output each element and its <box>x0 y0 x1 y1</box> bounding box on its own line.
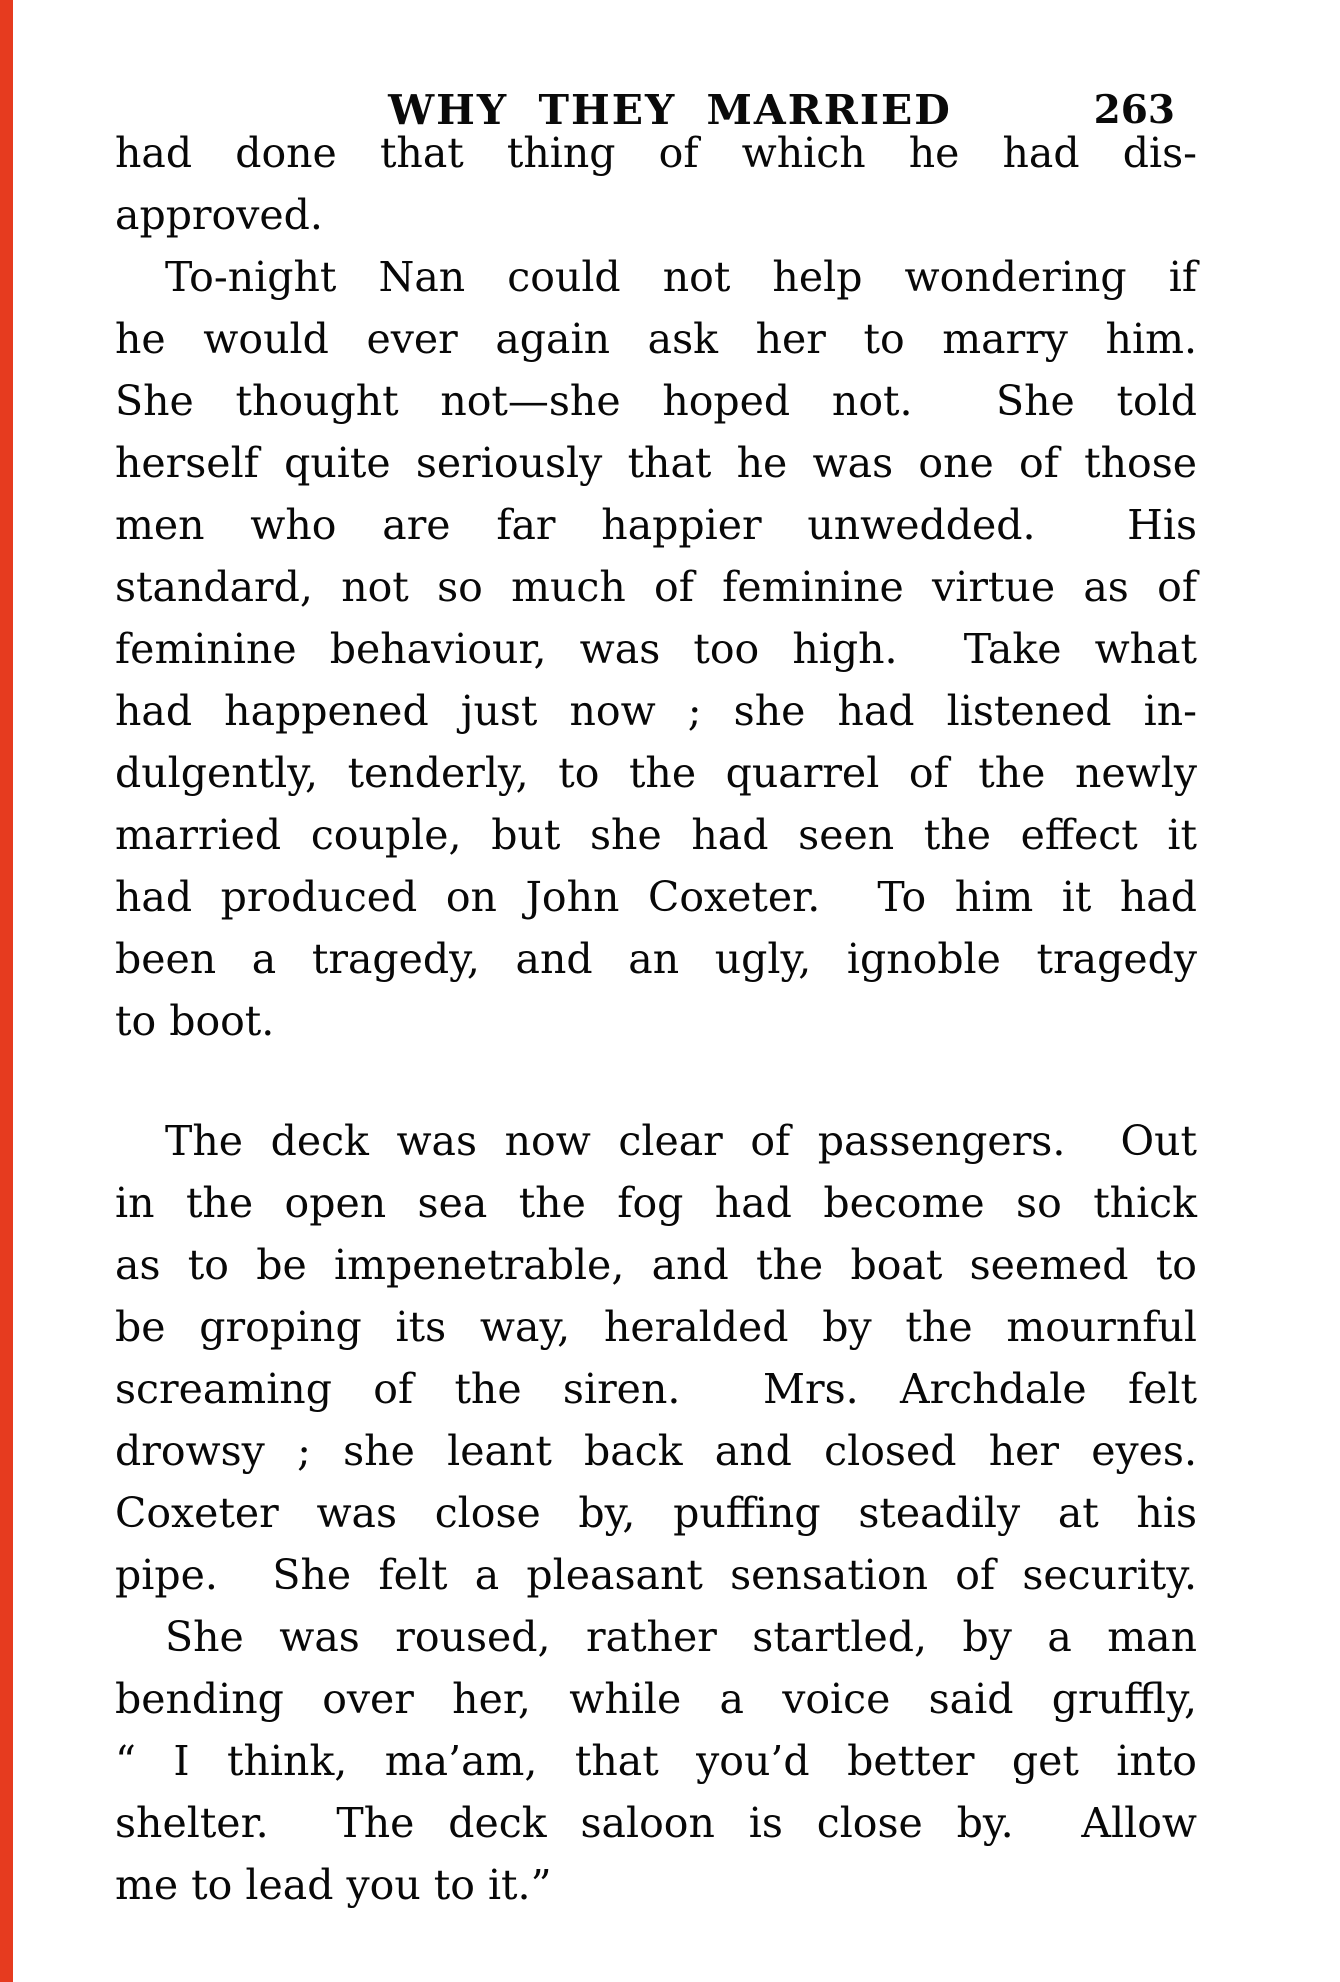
paragraph <box>115 1110 1197 1606</box>
running-header-title: WHY THEY MARRIED <box>388 86 952 134</box>
text-line: pipe. She felt a pleasant sensation of security. <box>115 1551 1197 1599</box>
text-line: She thought not—she hoped not. She told <box>115 377 1197 425</box>
paragraph <box>115 122 1197 246</box>
text-body <box>115 122 1197 1916</box>
page-number: 263 <box>1093 87 1175 133</box>
text-line: had produced on John Coxeter. To him it had <box>115 873 1197 921</box>
text-line: To-night Nan could not help wondering if <box>165 253 1197 301</box>
text-line: bending over her, while a voice said gruffly, <box>115 1675 1197 1723</box>
scan-edge-stripe <box>0 0 13 1982</box>
text-line: drowsy ; she leant back and closed her eyes. <box>115 1427 1197 1475</box>
text-line: to boot. <box>115 997 275 1045</box>
paragraph <box>115 246 1197 1052</box>
text-line: be groping its way, heralded by the mournful <box>115 1303 1197 1351</box>
text-line: She was roused, rather startled, by a man <box>165 1613 1197 1661</box>
text-line: married couple, but she had seen the effect it <box>115 811 1197 859</box>
text-line: shelter. The deck saloon is close by. Allow <box>115 1799 1197 1847</box>
text-line: Coxeter was close by, puffing steadily at his <box>115 1489 1197 1537</box>
text-line: approved. <box>115 191 323 239</box>
text-line: in the open sea the fog had become so thick <box>115 1179 1197 1227</box>
text-line: screaming of the siren. Mrs. Archdale felt <box>115 1365 1197 1413</box>
text-line: been a tragedy, and an ugly, ignoble tragedy <box>115 935 1197 983</box>
paragraph <box>115 1606 1197 1916</box>
text-line: he would ever again ask her to marry him. <box>115 315 1197 363</box>
text-line: had happened just now ; she had listened in- <box>115 687 1197 735</box>
text-line: standard, not so much of feminine virtue as of <box>115 563 1197 611</box>
text-line: “ I think, ma’am, that you’d better get into <box>115 1737 1197 1785</box>
text-line: herself quite seriously that he was one of those <box>115 439 1197 487</box>
text-line: The deck was now clear of passengers. Out <box>165 1117 1197 1165</box>
text-line: as to be impenetrable, and the boat seemed to <box>115 1241 1197 1289</box>
text-line: me to lead you to it.” <box>115 1861 552 1909</box>
text-line: had done that thing of which he had dis- <box>115 129 1197 177</box>
text-line: men who are far happier unwedded. His <box>115 501 1197 549</box>
text-line: dulgently, tenderly, to the quarrel of the newly <box>115 749 1197 797</box>
text-line: feminine behaviour, was too high. Take what <box>115 625 1197 673</box>
